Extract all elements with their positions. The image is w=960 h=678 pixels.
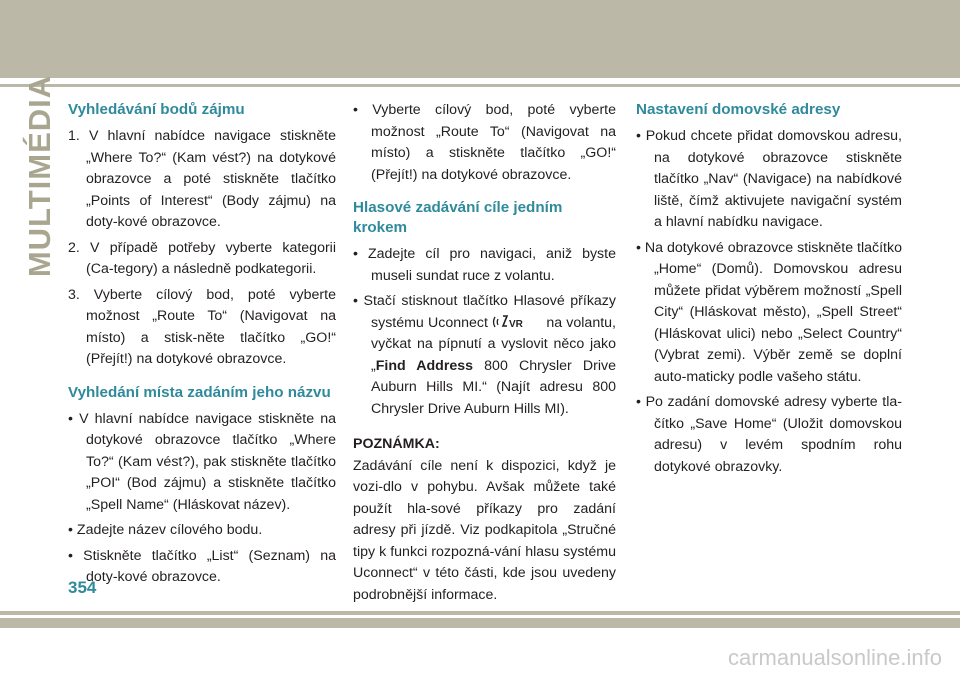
column-middle — [353, 100, 616, 606]
header-band — [0, 0, 960, 78]
note-text: Zadávání cíle není k dispozici, když je vozi-dlo v pohybu. Avšak můžete také použít hla-sové příkazy pro zadání adresy při jízdě. Viz podkapitola „Stručné tipy k funkci rozpozná-vání hlasu systému Uconnect“ v této části, kde jsou uvedeny podrobnější informace. — [353, 457, 616, 603]
bullet-item: • Pokud chcete přidat domovskou adresu, na dotykové obrazovce stiskněte tlačítko „Nav“ (Navigace) na nabídkové liště, čímž aktivujete navigační systém a hlavní nabídku navigace. — [636, 128, 902, 230]
svg-text:VR: VR — [509, 318, 524, 329]
footer-rule — [0, 611, 960, 615]
heading-voice-destination: Hlasové zadávání cíle jedním krokem — [353, 199, 563, 236]
bullet-item: • Stiskněte tlačítko „List“ (Seznam) na doty-kové obrazovce. — [68, 547, 336, 585]
heading-poi-search: Vyhledávání bodů zájmu — [68, 101, 245, 118]
step-3: 3. Vyberte cílový bod, poté vyberte možnost „Route To“ (Navigovat na místo) a stisk-něte tlačítko „GO!“ (Přejít!) na dotykové obrazovce. — [68, 286, 336, 367]
voice-command-bold: Find Address — [375, 357, 474, 374]
section-side-tab-label: MULTIMÉDIA — [22, 74, 58, 278]
bullet-item: • Zadejte cíl pro navigaci, aniž byste museli sundat ruce z volantu. — [353, 246, 616, 284]
bullet-item: • Po zadání domovské adresy vyberte tla-čítko „Save Home“ (Uložit domovskou adresu) v levém spodním rohu dotykové obrazovky. — [636, 394, 902, 475]
column-right — [636, 100, 902, 482]
bullet-item: • Na dotykové obrazovce stiskněte tlačítko „Home“ (Domů). Domovskou adresu můžete přidat výběrem možností „Spell City“ (Hláskovat město), „Spell Street“ (Hláskovat ulici) nebo „Select Country“ (Vybrat zemi). Výběr země se doplní auto-maticky podle vašeho státu. — [636, 239, 902, 385]
bullet-item-voice — [353, 291, 616, 420]
bullet-item: • V hlavní nabídce navigace stiskněte na dotykové obrazovce tlačítko „Where To?“ (Kam vést?), pak stiskněte tlačítko „POI“ (Bod zájmu) a stiskněte tlačítko „Spell Name“ (Hláskovat název). — [68, 410, 336, 513]
note-title: POZNÁMKA: — [353, 436, 440, 452]
watermark: carmanualsonline.info — [727, 645, 942, 670]
step-2: 2. V případě potřeby vyberte kategorii (Ca-tegory) a následně podkategorii. — [68, 239, 336, 277]
voice-text-b: na volantu, vyčkat na pípnutí a vyslovit něco jako „ — [371, 314, 616, 374]
column-left — [68, 100, 336, 593]
heading-home-address: Nastavení domovské adresy — [636, 101, 841, 118]
voice-recognition-icon — [492, 315, 542, 329]
bullet-item: • Zadejte název cílového bodu. — [68, 522, 263, 538]
footer-band — [0, 618, 960, 628]
page-number: 354 — [68, 578, 97, 597]
heading-name-search: Vyhledání místa zadáním jeho názvu — [68, 383, 331, 401]
bullet-item: • Vyberte cílový bod, poté vyberte možnost „Route To“ (Navigovat na místo) a stiskněte tlačítko „GO!“ (Přejít!) na dotykové obrazovce. — [353, 102, 616, 183]
voice-text-a: • Stačí stisknout tlačítko Hlasové příkazy systému Uconnect — [353, 293, 616, 331]
step-1: 1. V hlavní nabídce navigace stiskněte „Where To?“ (Kam vést?) na dotykové obrazovce a poté stiskněte tlačítko „Points of Interest“ (Body zájmu) na doty-kové obrazovce. — [68, 128, 336, 230]
voice-text-c: 800 Chrysler Drive Auburn Hills MI.“ (Najít adresu 800 Chrysler Drive Auburn Hills MI). — [371, 357, 616, 417]
section-side-tab — [22, 74, 58, 278]
header-rule — [0, 84, 960, 87]
